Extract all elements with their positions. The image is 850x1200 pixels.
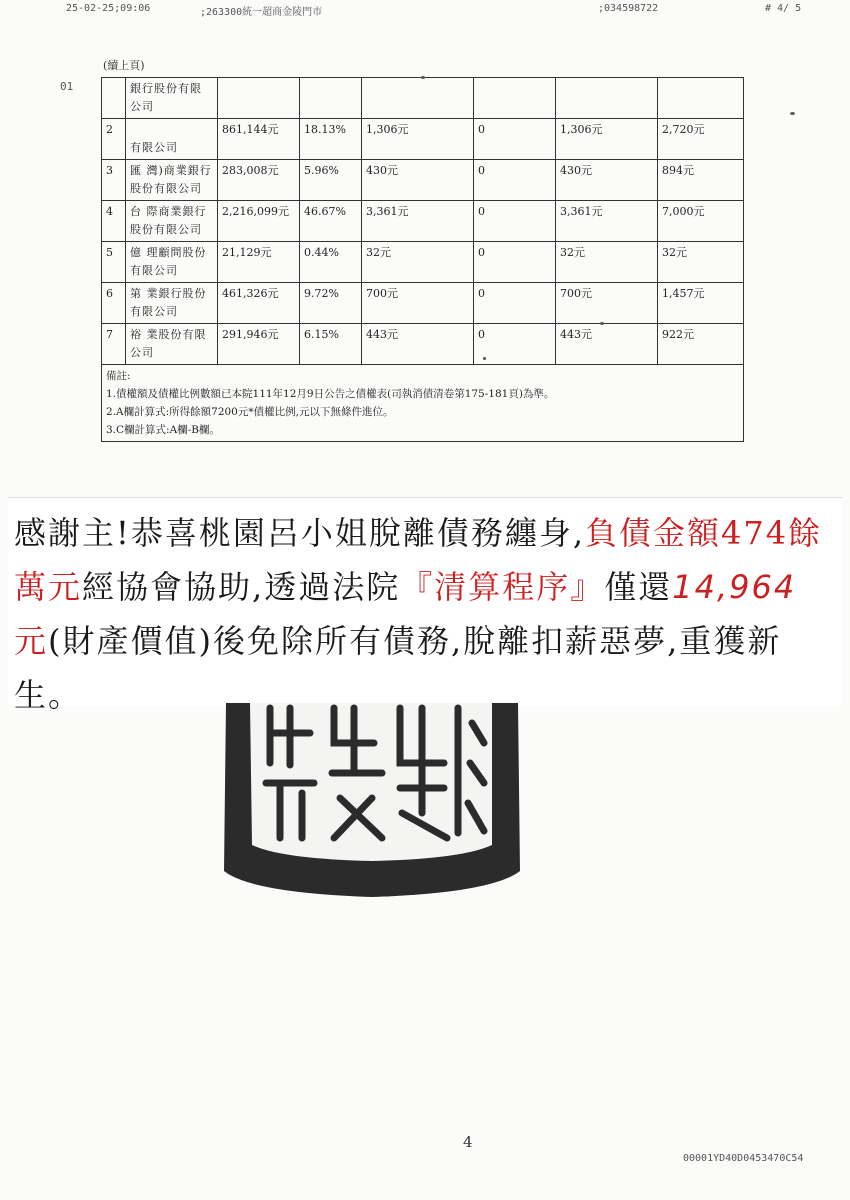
creditor-table-body [102, 78, 744, 442]
fax-sender: ;263300統一超商金陵門市 [200, 7, 323, 18]
col-b: 0 [474, 119, 556, 160]
claim-amount: 283,008元 [218, 160, 300, 201]
col-c: 32元 [556, 242, 658, 283]
handwritten-amount: 14,964 [672, 568, 797, 606]
document-id: 00001YD40D0453470C54 [683, 1153, 804, 1164]
col-b [474, 78, 556, 119]
col-b: 0 [474, 242, 556, 283]
row-no: 4 [102, 201, 126, 242]
fax-header [0, 0, 850, 18]
scan-speck [600, 322, 604, 325]
col-b: 0 [474, 160, 556, 201]
fax-datetime: 25-02-25;09:06 [66, 3, 151, 14]
creditor-table [101, 77, 744, 442]
table-row [102, 324, 744, 365]
table-row [102, 201, 744, 242]
creditor-name: 有限公司 [126, 119, 218, 160]
col-c [556, 78, 658, 119]
fax-page: # 4/ 5 [765, 3, 802, 14]
scan-speck [421, 76, 425, 79]
claim-ratio: 5.96% [300, 160, 362, 201]
table-row [102, 242, 744, 283]
table-row [102, 78, 744, 119]
creditor-name: 台 際商業銀行股份有限公司 [126, 201, 218, 242]
creditor-name: 銀行股份有限公司 [126, 78, 218, 119]
col-b: 0 [474, 201, 556, 242]
note-line-1: 1.債權額及債權比例數額已本院111年12月9日公告之債權表(司執消債清卷第175-181頁)為準。 [106, 388, 555, 400]
note-line-2: 2.A欄計算式:所得餘額7200元*債權比例,元以下無條件進位。 [106, 406, 394, 418]
claim-ratio: 0.44% [300, 242, 362, 283]
col-c: 3,361元 [556, 201, 658, 242]
creditor-name: 匯 灣)商業銀行股份有限公司 [126, 160, 218, 201]
col-d: 32元 [658, 242, 744, 283]
continued-label: (續上頁) [103, 59, 145, 72]
row-no [102, 78, 126, 119]
claim-amount: 861,144元 [218, 119, 300, 160]
claim-ratio: 6.15% [300, 324, 362, 365]
creditor-name: 億 理顧問股份有限公司 [126, 242, 218, 283]
col-a: 443元 [362, 324, 474, 365]
currency-unit: 元 [14, 622, 49, 660]
claim-amount: 461,326元 [218, 283, 300, 324]
row-no: 5 [102, 242, 126, 283]
col-a: 32元 [362, 242, 474, 283]
banner-text-3: 僅還 [604, 568, 673, 606]
col-d: 1,457元 [658, 283, 744, 324]
page-number: 4 [463, 1133, 473, 1151]
col-d: 922元 [658, 324, 744, 365]
table-row [102, 160, 744, 201]
claim-ratio: 18.13% [300, 119, 362, 160]
table-row [102, 283, 744, 324]
col-a: 3,361元 [362, 201, 474, 242]
testimonial-banner [8, 497, 842, 714]
col-c: 1,306元 [556, 119, 658, 160]
col-c: 443元 [556, 324, 658, 365]
testimonial-text [14, 506, 834, 722]
creditor-name: 裕 業股份有限公司 [126, 324, 218, 365]
margin-marker: 01 [60, 80, 74, 93]
claim-amount: 291,946元 [218, 324, 300, 365]
court-seal-stamp [222, 703, 522, 898]
note-line-3: 3.C欄計算式:A欄-B欄。 [106, 424, 220, 436]
banner-text-2: 經協會協助,透過法院 [82, 568, 401, 606]
procedure-highlight: 『清算程序』 [400, 568, 605, 606]
claim-ratio: 9.72% [300, 283, 362, 324]
table-row [102, 119, 744, 160]
col-b: 0 [474, 283, 556, 324]
banner-text-1: 感謝主!恭喜桃園呂小姐脫離債務纏身, [14, 514, 586, 552]
creditor-name: 第 業銀行股份有限公司 [126, 283, 218, 324]
claim-ratio [300, 78, 362, 119]
fax-number: ;034598722 [598, 3, 659, 14]
row-no: 7 [102, 324, 126, 365]
banner-text-4: (財產價值)後免除所有債務,脫離扣薪惡夢,重獲新生。 [14, 622, 782, 714]
col-a: 430元 [362, 160, 474, 201]
col-a: 700元 [362, 283, 474, 324]
scan-speck [790, 112, 795, 115]
notes-title: 備註: [106, 370, 131, 382]
col-d [658, 78, 744, 119]
col-d: 2,720元 [658, 119, 744, 160]
notes-cell [102, 365, 744, 442]
col-c: 700元 [556, 283, 658, 324]
claim-amount: 2,216,099元 [218, 201, 300, 242]
row-no: 3 [102, 160, 126, 201]
col-c: 430元 [556, 160, 658, 201]
col-b: 0 [474, 324, 556, 365]
col-a [362, 78, 474, 119]
claim-amount [218, 78, 300, 119]
claim-amount: 21,129元 [218, 242, 300, 283]
col-d: 894元 [658, 160, 744, 201]
col-a: 1,306元 [362, 119, 474, 160]
debt-amount-highlight: 負債金額474餘萬元 [14, 514, 823, 606]
row-no: 6 [102, 283, 126, 324]
scan-speck [483, 357, 486, 360]
row-no: 2 [102, 119, 126, 160]
col-d: 7,000元 [658, 201, 744, 242]
claim-ratio: 46.67% [300, 201, 362, 242]
notes-row [102, 365, 744, 442]
